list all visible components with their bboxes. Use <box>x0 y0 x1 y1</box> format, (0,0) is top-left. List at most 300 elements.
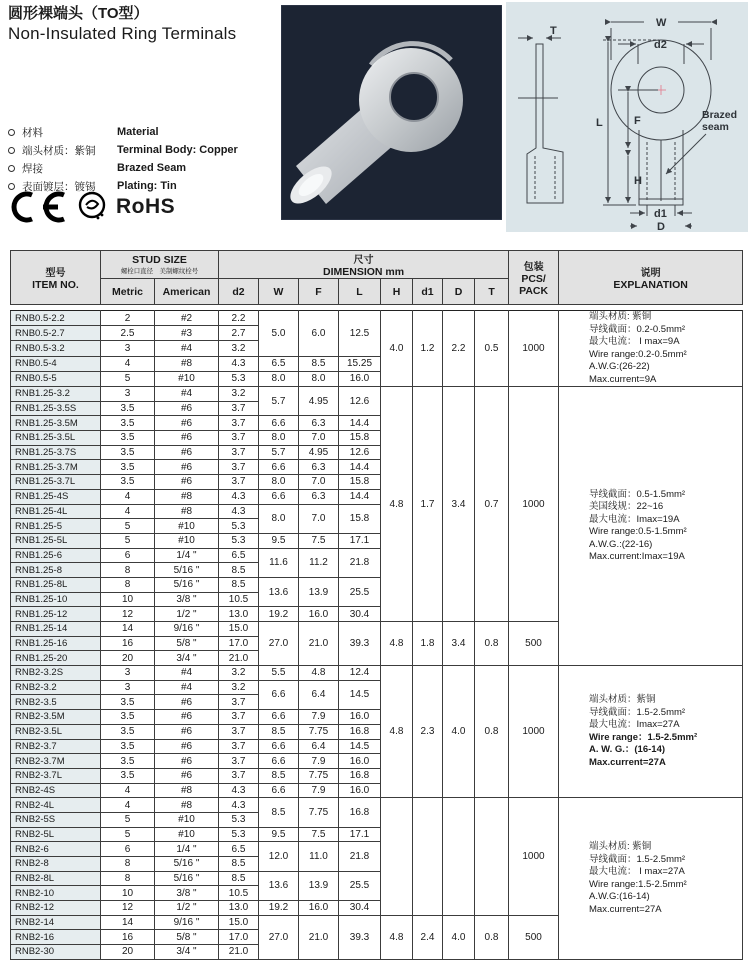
american-cell: 3/4 " <box>155 945 219 960</box>
d1-cell: 1.7 <box>413 387 443 622</box>
metric-cell: 20 <box>101 945 155 960</box>
explanation-line: Wire range:0.2-0.5mm² <box>589 348 687 360</box>
product-photo <box>281 5 502 220</box>
pack-cell: 1000 <box>509 387 559 622</box>
item-no-cell: RNB1.25-16 <box>11 636 101 651</box>
d2-cell: 3.7 <box>219 431 259 446</box>
spec-table-area <box>10 250 742 960</box>
metric-cell: 4 <box>101 783 155 798</box>
dim-label-d: D <box>657 221 665 232</box>
metric-cell: 10 <box>101 886 155 901</box>
ring-terminal-photo <box>281 5 502 220</box>
explanation-line: 最大电流：Imax=19A <box>589 513 680 525</box>
item-no-cell: RNB2-12 <box>11 901 101 916</box>
l-cell: 12.5 <box>339 311 381 357</box>
material-row <box>8 142 238 158</box>
w-cell: 6.6 <box>259 489 299 504</box>
l-cell: 30.4 <box>339 901 381 916</box>
metric-cell: 6 <box>101 842 155 857</box>
metric-cell: 3.5 <box>101 695 155 710</box>
american-cell: #6 <box>155 754 219 769</box>
w-cell: 6.5 <box>259 356 299 371</box>
d-cell: 3.4 <box>443 622 475 666</box>
l-cell: 14.5 <box>339 739 381 754</box>
brazed-seam-label-1: Brazed <box>702 109 738 121</box>
item-no-cell: RNB1.25-3.2 <box>11 387 101 402</box>
dimension-diagram <box>506 2 748 232</box>
d2-cell: 3.7 <box>219 475 259 490</box>
l-cell: 14.4 <box>339 489 381 504</box>
metric-cell: 2 <box>101 311 155 326</box>
materials-list <box>8 124 238 196</box>
l-cell: 30.4 <box>339 607 381 622</box>
certification-logos <box>6 190 175 224</box>
american-cell: #2 <box>155 311 219 326</box>
american-cell: #8 <box>155 798 219 813</box>
d-cell: 4.0 <box>443 666 475 798</box>
metric-cell: 14 <box>101 915 155 930</box>
w-cell: 8.0 <box>259 475 299 490</box>
item-no-cell: RNB1.25-10 <box>11 592 101 607</box>
w-cell: 11.6 <box>259 548 299 577</box>
w-cell: 8.5 <box>259 768 299 783</box>
t-cell: 0.7 <box>475 387 509 622</box>
d2-cell: 13.0 <box>219 901 259 916</box>
american-cell: #8 <box>155 783 219 798</box>
l-cell: 17.1 <box>339 827 381 842</box>
american-cell: #6 <box>155 416 219 431</box>
page-title-en: Non-Insulated Ring Terminals <box>8 24 237 43</box>
l-cell: 12.6 <box>339 445 381 460</box>
f-cell: 11.2 <box>299 548 339 577</box>
t-cell <box>475 798 509 916</box>
item-no-cell: RNB2-3.7L <box>11 768 101 783</box>
h-cell: 4.8 <box>381 622 413 666</box>
l-cell: 16.0 <box>339 754 381 769</box>
f-cell: 4.95 <box>299 445 339 460</box>
american-cell: #6 <box>155 475 219 490</box>
metric-cell: 12 <box>101 901 155 916</box>
material-row <box>8 160 238 176</box>
l-cell: 14.4 <box>339 416 381 431</box>
metric-cell: 4 <box>101 798 155 813</box>
american-cell: #6 <box>155 710 219 725</box>
dim-label-d1: d1 <box>654 208 667 220</box>
american-cell: #10 <box>155 371 219 386</box>
f-cell: 21.0 <box>299 622 339 666</box>
american-cell: 1/4 " <box>155 548 219 563</box>
material-zh: 材料 <box>22 126 43 139</box>
item-no-cell: RNB1.25-3.7S <box>11 445 101 460</box>
l-cell: 15.25 <box>339 356 381 371</box>
d2-cell: 5.3 <box>219 371 259 386</box>
h-cell: 4.8 <box>381 915 413 959</box>
w-cell: 8.0 <box>259 431 299 446</box>
col-header-dimension: 尺寸 DIMENSION mm <box>219 251 509 279</box>
item-no-cell: RNB0.5-3.2 <box>11 341 101 356</box>
metric-cell: 3.5 <box>101 401 155 416</box>
material-zh: 表面镀层：镀锡 <box>22 180 96 193</box>
metric-cell: 16 <box>101 930 155 945</box>
d2-cell: 21.0 <box>219 945 259 960</box>
d2-cell: 17.0 <box>219 636 259 651</box>
d2-cell: 8.5 <box>219 563 259 578</box>
metric-cell: 8 <box>101 857 155 872</box>
d2-cell: 8.5 <box>219 857 259 872</box>
item-no-cell: RNB2-3.5L <box>11 724 101 739</box>
american-cell: #6 <box>155 445 219 460</box>
w-cell: 6.6 <box>259 680 299 709</box>
bullet-icon <box>8 183 15 190</box>
metric-cell: 3.5 <box>101 754 155 769</box>
d2-cell: 3.2 <box>219 666 259 681</box>
l-cell: 15.8 <box>339 475 381 490</box>
f-cell: 21.0 <box>299 915 339 959</box>
w-cell: 12.0 <box>259 842 299 871</box>
col-header-d2: d2 <box>219 279 259 305</box>
f-cell: 8.5 <box>299 356 339 371</box>
f-cell: 4.95 <box>299 387 339 416</box>
item-no-cell: RNB2-5S <box>11 812 101 827</box>
table-row <box>11 387 743 402</box>
material-zh: 端头材质：紫铜 <box>22 144 96 157</box>
item-no-cell: RNB1.25-20 <box>11 651 101 666</box>
brazed-seam-label-2: seam <box>702 121 729 133</box>
metric-cell: 3.5 <box>101 475 155 490</box>
d2-cell: 3.7 <box>219 416 259 431</box>
american-cell: #4 <box>155 680 219 695</box>
l-cell: 14.4 <box>339 460 381 475</box>
american-cell: 9/16 " <box>155 915 219 930</box>
american-cell: #6 <box>155 695 219 710</box>
american-cell: 5/8 " <box>155 636 219 651</box>
w-cell: 8.5 <box>259 798 299 827</box>
l-cell: 16.0 <box>339 710 381 725</box>
item-no-cell: RNB0.5-2.7 <box>11 326 101 341</box>
spec-table-body <box>10 310 743 960</box>
item-no-cell: RNB2-3.2 <box>11 680 101 695</box>
american-cell: 1/2 " <box>155 901 219 916</box>
metric-cell: 14 <box>101 622 155 637</box>
w-cell: 5.5 <box>259 666 299 681</box>
l-cell: 16.8 <box>339 724 381 739</box>
h-cell <box>381 798 413 916</box>
col-header-d1: d1 <box>413 279 443 305</box>
metric-cell: 3.5 <box>101 416 155 431</box>
col-header-american: American <box>155 279 219 305</box>
l-cell: 12.4 <box>339 666 381 681</box>
explanation-line: A.W.G.:(22-16) <box>589 538 653 550</box>
d2-cell: 15.0 <box>219 915 259 930</box>
item-no-cell: RNB1.25-4S <box>11 489 101 504</box>
l-cell: 25.5 <box>339 871 381 900</box>
f-cell: 7.5 <box>299 533 339 548</box>
d2-cell: 4.3 <box>219 783 259 798</box>
d2-cell: 5.3 <box>219 827 259 842</box>
d2-cell: 2.2 <box>219 311 259 326</box>
f-cell: 6.4 <box>299 739 339 754</box>
american-cell: 5/16 " <box>155 563 219 578</box>
col-header-metric: Metric <box>101 279 155 305</box>
bullet-icon <box>8 129 15 136</box>
metric-cell: 6 <box>101 548 155 563</box>
explanation-cell <box>559 387 743 666</box>
w-cell: 27.0 <box>259 622 299 666</box>
metric-cell: 3.5 <box>101 710 155 725</box>
f-cell: 16.0 <box>299 901 339 916</box>
metric-cell: 3.5 <box>101 739 155 754</box>
d2-cell: 6.5 <box>219 548 259 563</box>
l-cell: 14.5 <box>339 680 381 709</box>
american-cell: #4 <box>155 387 219 402</box>
col-header-d: D <box>443 279 475 305</box>
d2-cell: 4.3 <box>219 798 259 813</box>
d1-cell: 1.2 <box>413 311 443 387</box>
american-cell: #6 <box>155 401 219 416</box>
explanation-line: Wire range：1.5-2.5mm² <box>589 731 698 743</box>
f-cell: 13.9 <box>299 871 339 900</box>
w-cell: 6.6 <box>259 460 299 475</box>
explanation-line: Max.current=9A <box>589 373 657 385</box>
explanation-cell <box>559 666 743 798</box>
item-no-cell: RNB2-3.2S <box>11 666 101 681</box>
f-cell: 6.0 <box>299 311 339 357</box>
bullet-icon <box>8 165 15 172</box>
metric-cell: 2.5 <box>101 326 155 341</box>
american-cell: #10 <box>155 533 219 548</box>
f-cell: 7.75 <box>299 724 339 739</box>
item-no-cell: RNB2-3.7M <box>11 754 101 769</box>
metric-cell: 5 <box>101 371 155 386</box>
metric-cell: 20 <box>101 651 155 666</box>
d2-cell: 5.3 <box>219 533 259 548</box>
page-title <box>8 4 236 44</box>
rohs-label: RoHS <box>116 195 176 218</box>
metric-cell: 16 <box>101 636 155 651</box>
metric-cell: 3 <box>101 680 155 695</box>
explanation-cell <box>559 798 743 960</box>
american-cell: #6 <box>155 460 219 475</box>
explanation-line: A.W.G:(16-14) <box>589 891 650 903</box>
metric-cell: 3 <box>101 387 155 402</box>
d2-cell: 10.5 <box>219 592 259 607</box>
american-cell: #8 <box>155 504 219 519</box>
w-cell: 6.6 <box>259 710 299 725</box>
metric-cell: 5 <box>101 519 155 534</box>
d2-cell: 3.7 <box>219 401 259 416</box>
pack-cell: 500 <box>509 915 559 959</box>
f-cell: 4.8 <box>299 666 339 681</box>
table-row <box>11 666 743 681</box>
l-cell: 16.8 <box>339 798 381 827</box>
d2-cell: 2.7 <box>219 326 259 341</box>
explanation-line: Wire range:1.5-2.5mm² <box>589 878 687 890</box>
american-cell: #4 <box>155 666 219 681</box>
pack-cell: 1000 <box>509 311 559 387</box>
t-cell: 0.5 <box>475 311 509 387</box>
american-cell: #10 <box>155 827 219 842</box>
f-cell: 11.0 <box>299 842 339 871</box>
col-header-item: 型号 ITEM NO. <box>11 251 101 305</box>
spec-table-header <box>10 250 743 305</box>
metric-cell: 4 <box>101 504 155 519</box>
item-no-cell: RNB1.25-4L <box>11 504 101 519</box>
american-cell: 3/4 " <box>155 651 219 666</box>
item-no-cell: RNB2-8L <box>11 871 101 886</box>
w-cell: 5.0 <box>259 311 299 357</box>
w-cell: 8.5 <box>259 724 299 739</box>
metric-cell: 4 <box>101 489 155 504</box>
t-cell: 0.8 <box>475 622 509 666</box>
d2-cell: 5.3 <box>219 519 259 534</box>
d2-cell: 3.2 <box>219 387 259 402</box>
d2-cell: 4.3 <box>219 489 259 504</box>
item-no-cell: RNB2-6 <box>11 842 101 857</box>
item-no-cell: RNB2-4L <box>11 798 101 813</box>
col-header-h: H <box>381 279 413 305</box>
w-cell: 27.0 <box>259 915 299 959</box>
item-no-cell: RNB1.25-8L <box>11 577 101 592</box>
metric-cell: 8 <box>101 871 155 886</box>
col-header-pack: 包装 PCS/ PACK <box>509 251 559 305</box>
item-no-cell: RNB2-4S <box>11 783 101 798</box>
f-cell: 7.9 <box>299 710 339 725</box>
material-en: Terminal Body: Copper <box>117 144 238 156</box>
d1-cell: 2.3 <box>413 666 443 798</box>
material-en: Material <box>117 126 159 138</box>
material-en: Plating: Tin <box>117 180 177 192</box>
dim-label-f: F <box>634 115 641 127</box>
american-cell: #3 <box>155 326 219 341</box>
w-cell: 9.5 <box>259 827 299 842</box>
item-no-cell: RNB1.25-3.5L <box>11 431 101 446</box>
d2-cell: 3.7 <box>219 739 259 754</box>
f-cell: 7.75 <box>299 768 339 783</box>
item-no-cell: RNB2-3.5M <box>11 710 101 725</box>
american-cell: #6 <box>155 431 219 446</box>
item-no-cell: RNB2-10 <box>11 886 101 901</box>
item-no-cell: RNB0.5-2.2 <box>11 311 101 326</box>
f-cell: 7.0 <box>299 431 339 446</box>
item-no-cell: RNB1.25-14 <box>11 622 101 637</box>
metric-cell: 5 <box>101 812 155 827</box>
d2-cell: 4.3 <box>219 356 259 371</box>
d2-cell: 6.5 <box>219 842 259 857</box>
f-cell: 6.3 <box>299 489 339 504</box>
d2-cell: 3.2 <box>219 680 259 695</box>
explanation-line: A.W.G:(26-22) <box>589 361 650 372</box>
explanation-line: 美国线规：22~16 <box>589 501 664 513</box>
american-cell: #8 <box>155 489 219 504</box>
explanation-line: 最大电流：Imax=27A <box>589 719 680 731</box>
american-cell: #6 <box>155 724 219 739</box>
f-cell: 7.9 <box>299 754 339 769</box>
t-cell: 0.8 <box>475 666 509 798</box>
l-cell: 21.8 <box>339 842 381 871</box>
l-cell: 15.8 <box>339 504 381 533</box>
pack-cell: 1000 <box>509 666 559 798</box>
l-cell: 39.3 <box>339 915 381 959</box>
h-cell: 4.8 <box>381 666 413 798</box>
metric-cell: 3 <box>101 341 155 356</box>
american-cell: 5/16 " <box>155 871 219 886</box>
ce-mark-icon <box>6 190 68 224</box>
material-zh: 焊接 <box>22 162 43 175</box>
explanation-line: 端头材质: 紫铜 <box>589 311 652 322</box>
american-cell: 1/4 " <box>155 842 219 857</box>
american-cell: #10 <box>155 519 219 534</box>
item-no-cell: RNB2-14 <box>11 915 101 930</box>
american-cell: 3/8 " <box>155 886 219 901</box>
w-cell: 19.2 <box>259 607 299 622</box>
dim-label-w: W <box>656 17 667 29</box>
quality-cert-icon <box>77 191 107 223</box>
item-no-cell: RNB2-3.7 <box>11 739 101 754</box>
l-cell: 16.0 <box>339 783 381 798</box>
american-cell: 5/8 " <box>155 930 219 945</box>
d2-cell: 10.5 <box>219 886 259 901</box>
d2-cell: 8.5 <box>219 871 259 886</box>
item-no-cell: RNB1.25-3.7L <box>11 475 101 490</box>
american-cell: 9/16 " <box>155 622 219 637</box>
american-cell: #8 <box>155 356 219 371</box>
item-no-cell: RNB1.25-3.5S <box>11 401 101 416</box>
metric-cell: 3.5 <box>101 431 155 446</box>
f-cell: 7.0 <box>299 475 339 490</box>
pack-cell: 1000 <box>509 798 559 916</box>
metric-cell: 12 <box>101 607 155 622</box>
metric-cell: 3.5 <box>101 768 155 783</box>
col-header-l: L <box>339 279 381 305</box>
w-cell: 8.0 <box>259 371 299 386</box>
d2-cell: 15.0 <box>219 622 259 637</box>
h-cell: 4.0 <box>381 311 413 387</box>
explanation-line: 最大电流： I max=9A <box>589 336 680 347</box>
american-cell: #6 <box>155 739 219 754</box>
w-cell: 6.6 <box>259 783 299 798</box>
l-cell: 12.6 <box>339 387 381 416</box>
w-cell: 13.6 <box>259 871 299 900</box>
d2-cell: 13.0 <box>219 607 259 622</box>
metric-cell: 5 <box>101 533 155 548</box>
item-no-cell: RNB0.5-4 <box>11 356 101 371</box>
w-cell: 13.6 <box>259 577 299 606</box>
explanation-line: 导线截面：1.5-2.5mm² <box>589 706 686 718</box>
explanation-line: 端头材质: 紫铜 <box>589 841 652 853</box>
page-title-zh: 圆形裸端头（TO型） <box>8 5 149 22</box>
explanation-line: Max.current:Imax=19A <box>589 551 685 563</box>
f-cell: 6.4 <box>299 680 339 709</box>
metric-cell: 3.5 <box>101 724 155 739</box>
explanation-cell <box>559 311 743 387</box>
item-no-cell: RNB1.25-6 <box>11 548 101 563</box>
l-cell: 39.3 <box>339 622 381 666</box>
american-cell: 1/2 " <box>155 607 219 622</box>
f-cell: 6.3 <box>299 416 339 431</box>
pack-cell: 500 <box>509 622 559 666</box>
d-cell: 3.4 <box>443 387 475 622</box>
w-cell: 9.5 <box>259 533 299 548</box>
explanation-line: Max.current=27A <box>589 903 662 915</box>
d2-cell: 3.2 <box>219 341 259 356</box>
item-no-cell: RNB1.25-3.7M <box>11 460 101 475</box>
f-cell: 8.0 <box>299 371 339 386</box>
w-cell: 6.6 <box>259 739 299 754</box>
col-header-explanation: 说明 EXPLANATION <box>559 251 743 305</box>
explanation-line: Wire range:0.5-1.5mm² <box>589 526 687 538</box>
w-cell: 5.7 <box>259 445 299 460</box>
w-cell: 5.7 <box>259 387 299 416</box>
